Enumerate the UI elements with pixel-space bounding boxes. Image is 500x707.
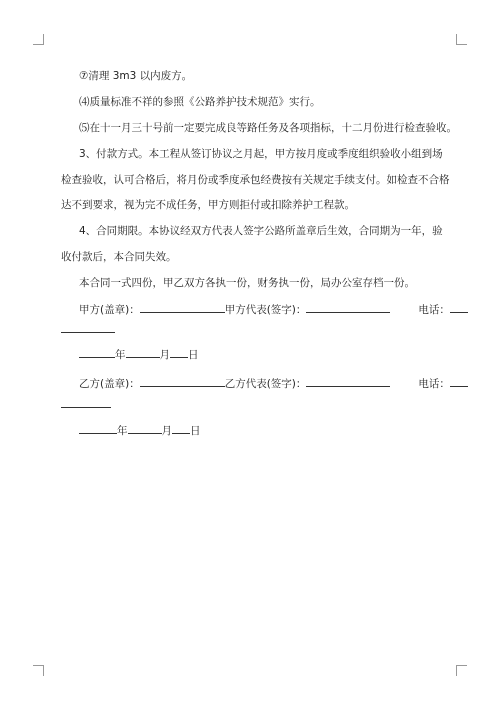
party-a-date-row xyxy=(79,346,199,362)
party-a-rep-blank[interactable] xyxy=(306,301,390,313)
crop-mark-top-right xyxy=(456,34,467,45)
party-a-phone-label: 电话： xyxy=(418,304,450,316)
party-b-seal-blank[interactable] xyxy=(140,375,225,387)
crop-mark-top-left xyxy=(33,34,44,45)
clause-item-7: ⑦清理 3m3 以内废方。 xyxy=(79,70,193,82)
party-b-rep-label: 乙方代表(签字)： xyxy=(224,378,307,390)
party-b-phone-label: 电话： xyxy=(418,378,450,390)
party-a-phone-continuation xyxy=(61,321,115,337)
party-b-rep-blank[interactable] xyxy=(306,375,390,387)
party-a-phone-blank-continued[interactable] xyxy=(61,321,115,333)
copies-clause: 本合同一式四份，甲乙双方各执一份，财务执一份，局办公室存档一份。 xyxy=(79,277,415,289)
payment-clause-line-3: 达不到要求，视为完不成任务，甲方则拒付或扣除养护工程款。 xyxy=(61,199,355,211)
party-b-year-blank[interactable] xyxy=(79,422,117,434)
party-a-day-blank[interactable] xyxy=(170,346,188,358)
party-b-year-label: 年 xyxy=(117,425,128,437)
party-b-phone-blank[interactable] xyxy=(450,375,468,387)
payment-clause-line-2: 检查验收，认可合格后，将月份或季度承包经费按有关规定手续支付。如检查不合格 xyxy=(61,174,450,186)
party-a-month-label: 月 xyxy=(159,349,170,361)
term-clause-line-1: 4、合同期限。本协议经双方代表人签字公路所盖章后生效，合同期为一年，验 xyxy=(79,225,443,237)
party-b-date-row xyxy=(79,422,201,438)
payment-clause-line-1: 3、付款方式。本工程从签订协议之月起，甲方按月度或季度组织验收小组到场 xyxy=(79,148,443,160)
party-a-seal-label: 甲方(盖章)： xyxy=(79,304,140,316)
party-b-phone-blank-continued[interactable] xyxy=(61,396,111,408)
party-b-signature-row xyxy=(79,375,468,391)
crop-mark-bottom-left xyxy=(33,665,44,676)
party-a-rep-label: 甲方代表(签字)： xyxy=(224,304,307,316)
party-a-seal-blank[interactable] xyxy=(140,301,225,313)
party-a-day-label: 日 xyxy=(188,349,199,361)
party-b-day-label: 日 xyxy=(190,425,201,437)
crop-mark-bottom-right xyxy=(456,665,467,676)
party-a-signature-row xyxy=(79,301,468,317)
party-b-day-blank[interactable] xyxy=(172,422,190,434)
party-a-phone-blank[interactable] xyxy=(450,301,468,313)
party-a-year-blank[interactable] xyxy=(79,346,115,358)
party-b-month-blank[interactable] xyxy=(128,422,162,434)
clause-item-5: ⑸在十一月三十号前一定要完成良等路任务及各项指标，十二月份进行检查验收。 xyxy=(79,122,457,134)
party-b-month-label: 月 xyxy=(161,425,172,437)
party-a-month-blank[interactable] xyxy=(126,346,160,358)
term-clause-line-2: 收付款后，本合同失效。 xyxy=(61,251,177,263)
clause-item-4: ⑷质量标准不祥的参照《公路养护技术规范》实行。 xyxy=(79,96,321,108)
party-b-phone-continuation xyxy=(61,396,111,412)
party-b-seal-label: 乙方(盖章)： xyxy=(79,378,140,390)
party-a-year-label: 年 xyxy=(115,349,126,361)
